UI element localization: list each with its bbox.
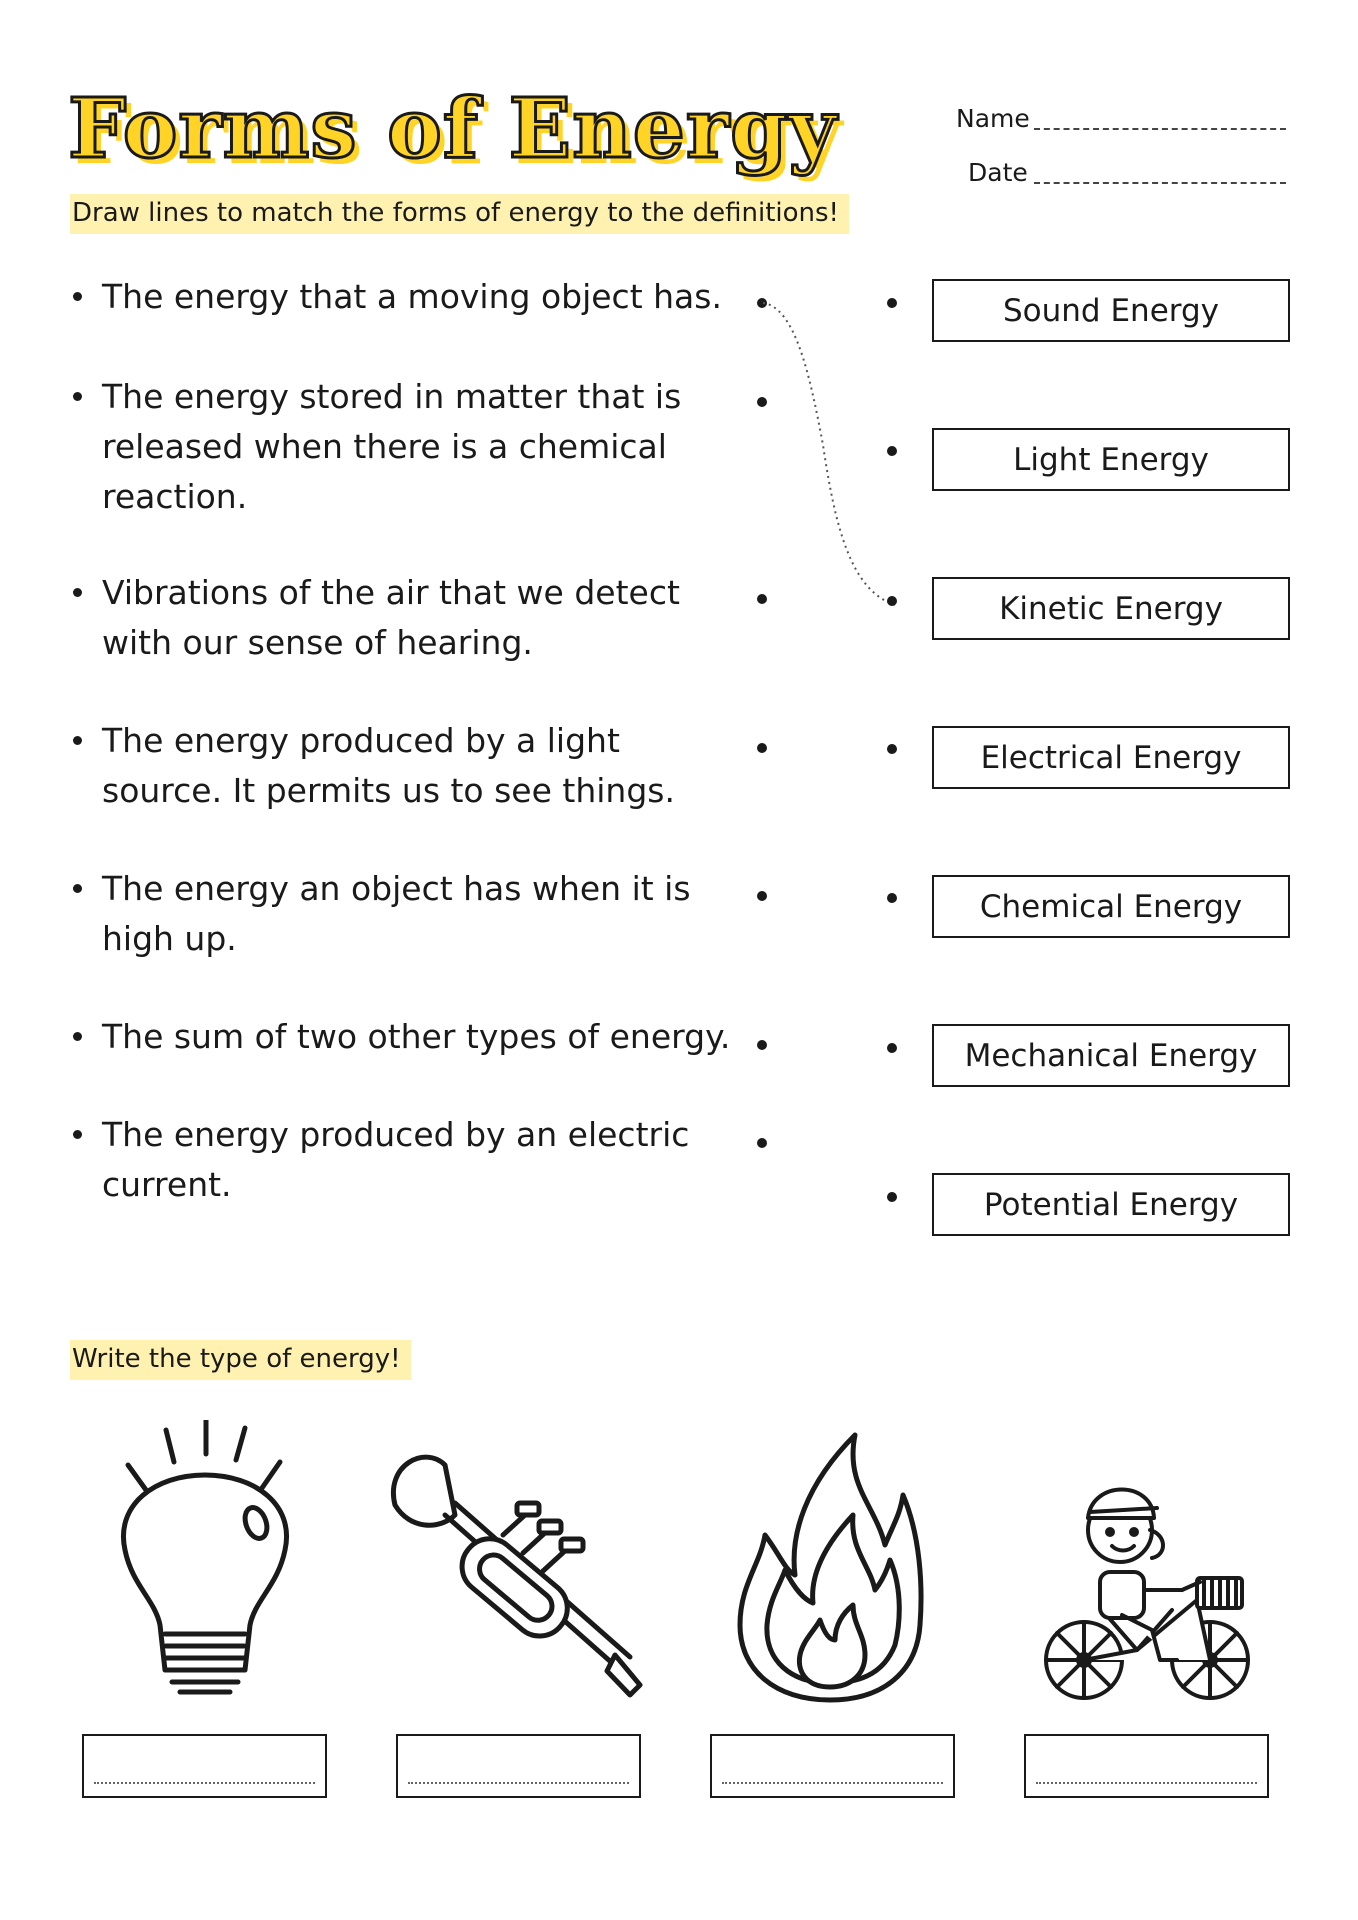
bullet-icon bbox=[73, 884, 82, 893]
worksheet-title: Forms of Energy bbox=[68, 81, 838, 177]
energy-box-chemical: Chemical Energy bbox=[932, 875, 1290, 938]
name-line[interactable] bbox=[1034, 128, 1286, 130]
bullet-icon bbox=[73, 736, 82, 745]
fire-icon bbox=[735, 1425, 925, 1705]
name-label: Name bbox=[956, 104, 1030, 133]
energy-dot[interactable] bbox=[887, 1192, 897, 1202]
energy-box-potential: Potential Energy bbox=[932, 1173, 1290, 1236]
energy-box-electrical: Electrical Energy bbox=[932, 726, 1290, 789]
match-instruction: Draw lines to match the forms of energy to the definitions! bbox=[70, 194, 849, 234]
answer-box-trumpet[interactable] bbox=[396, 1734, 641, 1798]
answer-line bbox=[94, 1782, 315, 1784]
answer-box-fire[interactable] bbox=[710, 1734, 955, 1798]
definition-item: The energy an object has when it is high up. bbox=[68, 864, 748, 964]
child-on-bicycle-icon bbox=[1042, 1460, 1252, 1705]
energy-box-light: Light Energy bbox=[932, 428, 1290, 491]
energy-dot[interactable] bbox=[887, 446, 897, 456]
energy-dot[interactable] bbox=[887, 596, 897, 606]
definition-dot[interactable] bbox=[757, 891, 767, 901]
answer-line bbox=[408, 1782, 629, 1784]
bullet-icon bbox=[73, 392, 82, 401]
bullet-icon bbox=[73, 1032, 82, 1041]
trumpet-icon bbox=[385, 1445, 655, 1705]
definition-item: The energy produced by a light source. It permits us to see things. bbox=[68, 716, 748, 816]
light-bulb-icon bbox=[110, 1420, 300, 1710]
answer-line bbox=[722, 1782, 943, 1784]
bullet-icon bbox=[73, 1130, 82, 1139]
example-match-line bbox=[755, 295, 905, 615]
answer-box-bicycle[interactable] bbox=[1024, 1734, 1269, 1798]
date-label: Date bbox=[968, 158, 1028, 187]
energy-dot[interactable] bbox=[887, 1043, 897, 1053]
definition-item: The energy that a moving object has. bbox=[68, 272, 748, 322]
bullet-icon bbox=[73, 588, 82, 597]
date-line[interactable] bbox=[1034, 182, 1286, 184]
bullet-icon bbox=[73, 292, 82, 301]
answer-line bbox=[1036, 1782, 1257, 1784]
answer-box-bulb[interactable] bbox=[82, 1734, 327, 1798]
definition-dot[interactable] bbox=[757, 743, 767, 753]
definition-dot[interactable] bbox=[757, 1138, 767, 1148]
energy-box-sound: Sound Energy bbox=[932, 279, 1290, 342]
energy-dot[interactable] bbox=[887, 744, 897, 754]
energy-box-kinetic: Kinetic Energy bbox=[932, 577, 1290, 640]
definition-item: The energy stored in matter that is released when there is a chemical reaction. bbox=[68, 372, 708, 522]
definition-item: The sum of two other types of energy. bbox=[68, 1012, 748, 1062]
definition-item: Vibrations of the air that we detect with our sense of hearing. bbox=[68, 568, 748, 668]
definition-dot[interactable] bbox=[757, 1040, 767, 1050]
energy-dot[interactable] bbox=[887, 298, 897, 308]
definition-item: The energy produced by an electric current. bbox=[68, 1110, 708, 1210]
energy-box-mechanical: Mechanical Energy bbox=[932, 1024, 1290, 1087]
energy-dot[interactable] bbox=[887, 893, 897, 903]
write-instruction: Write the type of energy! bbox=[70, 1340, 411, 1380]
